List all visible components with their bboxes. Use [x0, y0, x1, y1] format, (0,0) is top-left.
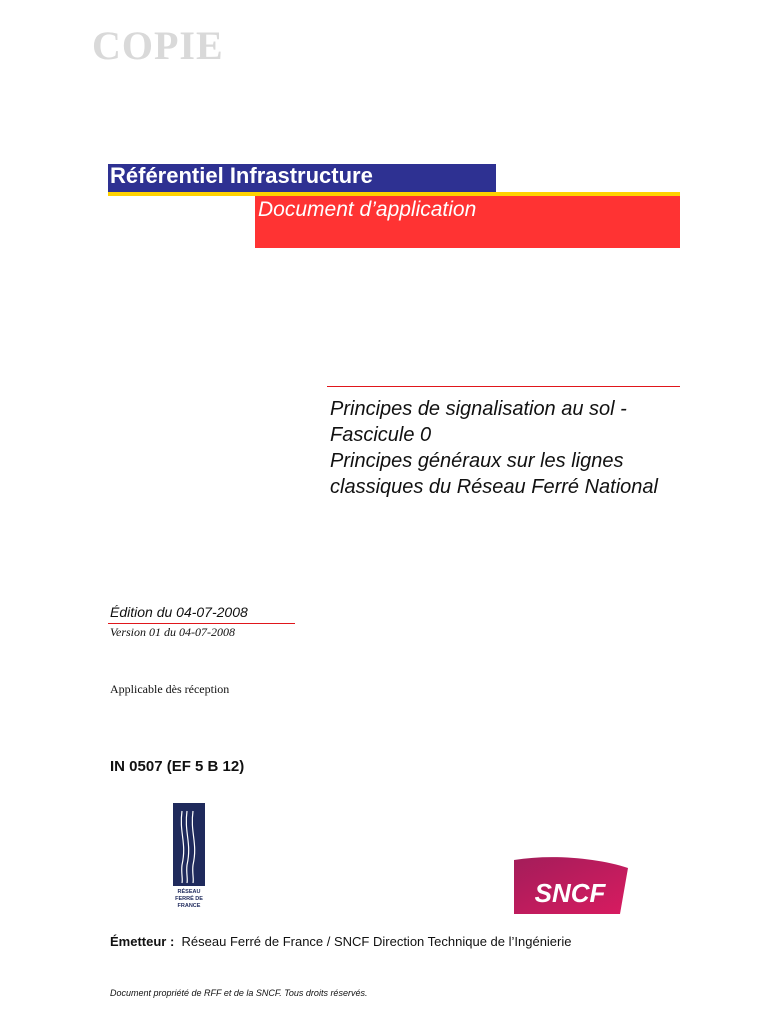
copy-watermark: COPIE	[92, 23, 224, 68]
title-line-4: classiques du Réseau Ferré National	[330, 476, 658, 498]
rff-label-3: FRANCE	[177, 903, 201, 909]
rff-logo	[173, 803, 205, 911]
version-date: Version 01 du 04-07-2008	[110, 625, 235, 639]
title-line-3: Principes généraux sur les lignes	[330, 450, 624, 472]
title-line-2: Fascicule 0	[330, 424, 432, 446]
emitter-line	[110, 934, 572, 949]
emitter-label: Émetteur :	[110, 934, 175, 949]
title-line-1: Principes de signalisation au sol -	[330, 398, 627, 420]
document-type-label: Document d’application	[258, 198, 477, 221]
sncf-logo	[512, 856, 630, 916]
document-title	[330, 396, 690, 500]
rff-label-2: FERRÉ DE	[175, 896, 203, 902]
sncf-wordmark: SNCF	[534, 878, 606, 908]
title-rule	[327, 386, 680, 387]
rff-label-1: RÉSEAU	[177, 889, 201, 895]
edition-rule	[108, 623, 295, 624]
edition-date: Édition du 04-07-2008	[110, 604, 248, 620]
copyright-footer: Document propriété de RFF et de la SNCF. Tous droits réservés.	[110, 988, 368, 998]
referentiel-title: Référentiel Infrastructure	[110, 163, 373, 188]
reference-code: IN 0507 (EF 5 B 12)	[110, 758, 245, 775]
emitter-value: Réseau Ferré de France / SNCF Direction Technique de l’Ingénierie	[181, 934, 572, 949]
applicability-note: Applicable dès réception	[110, 682, 230, 696]
